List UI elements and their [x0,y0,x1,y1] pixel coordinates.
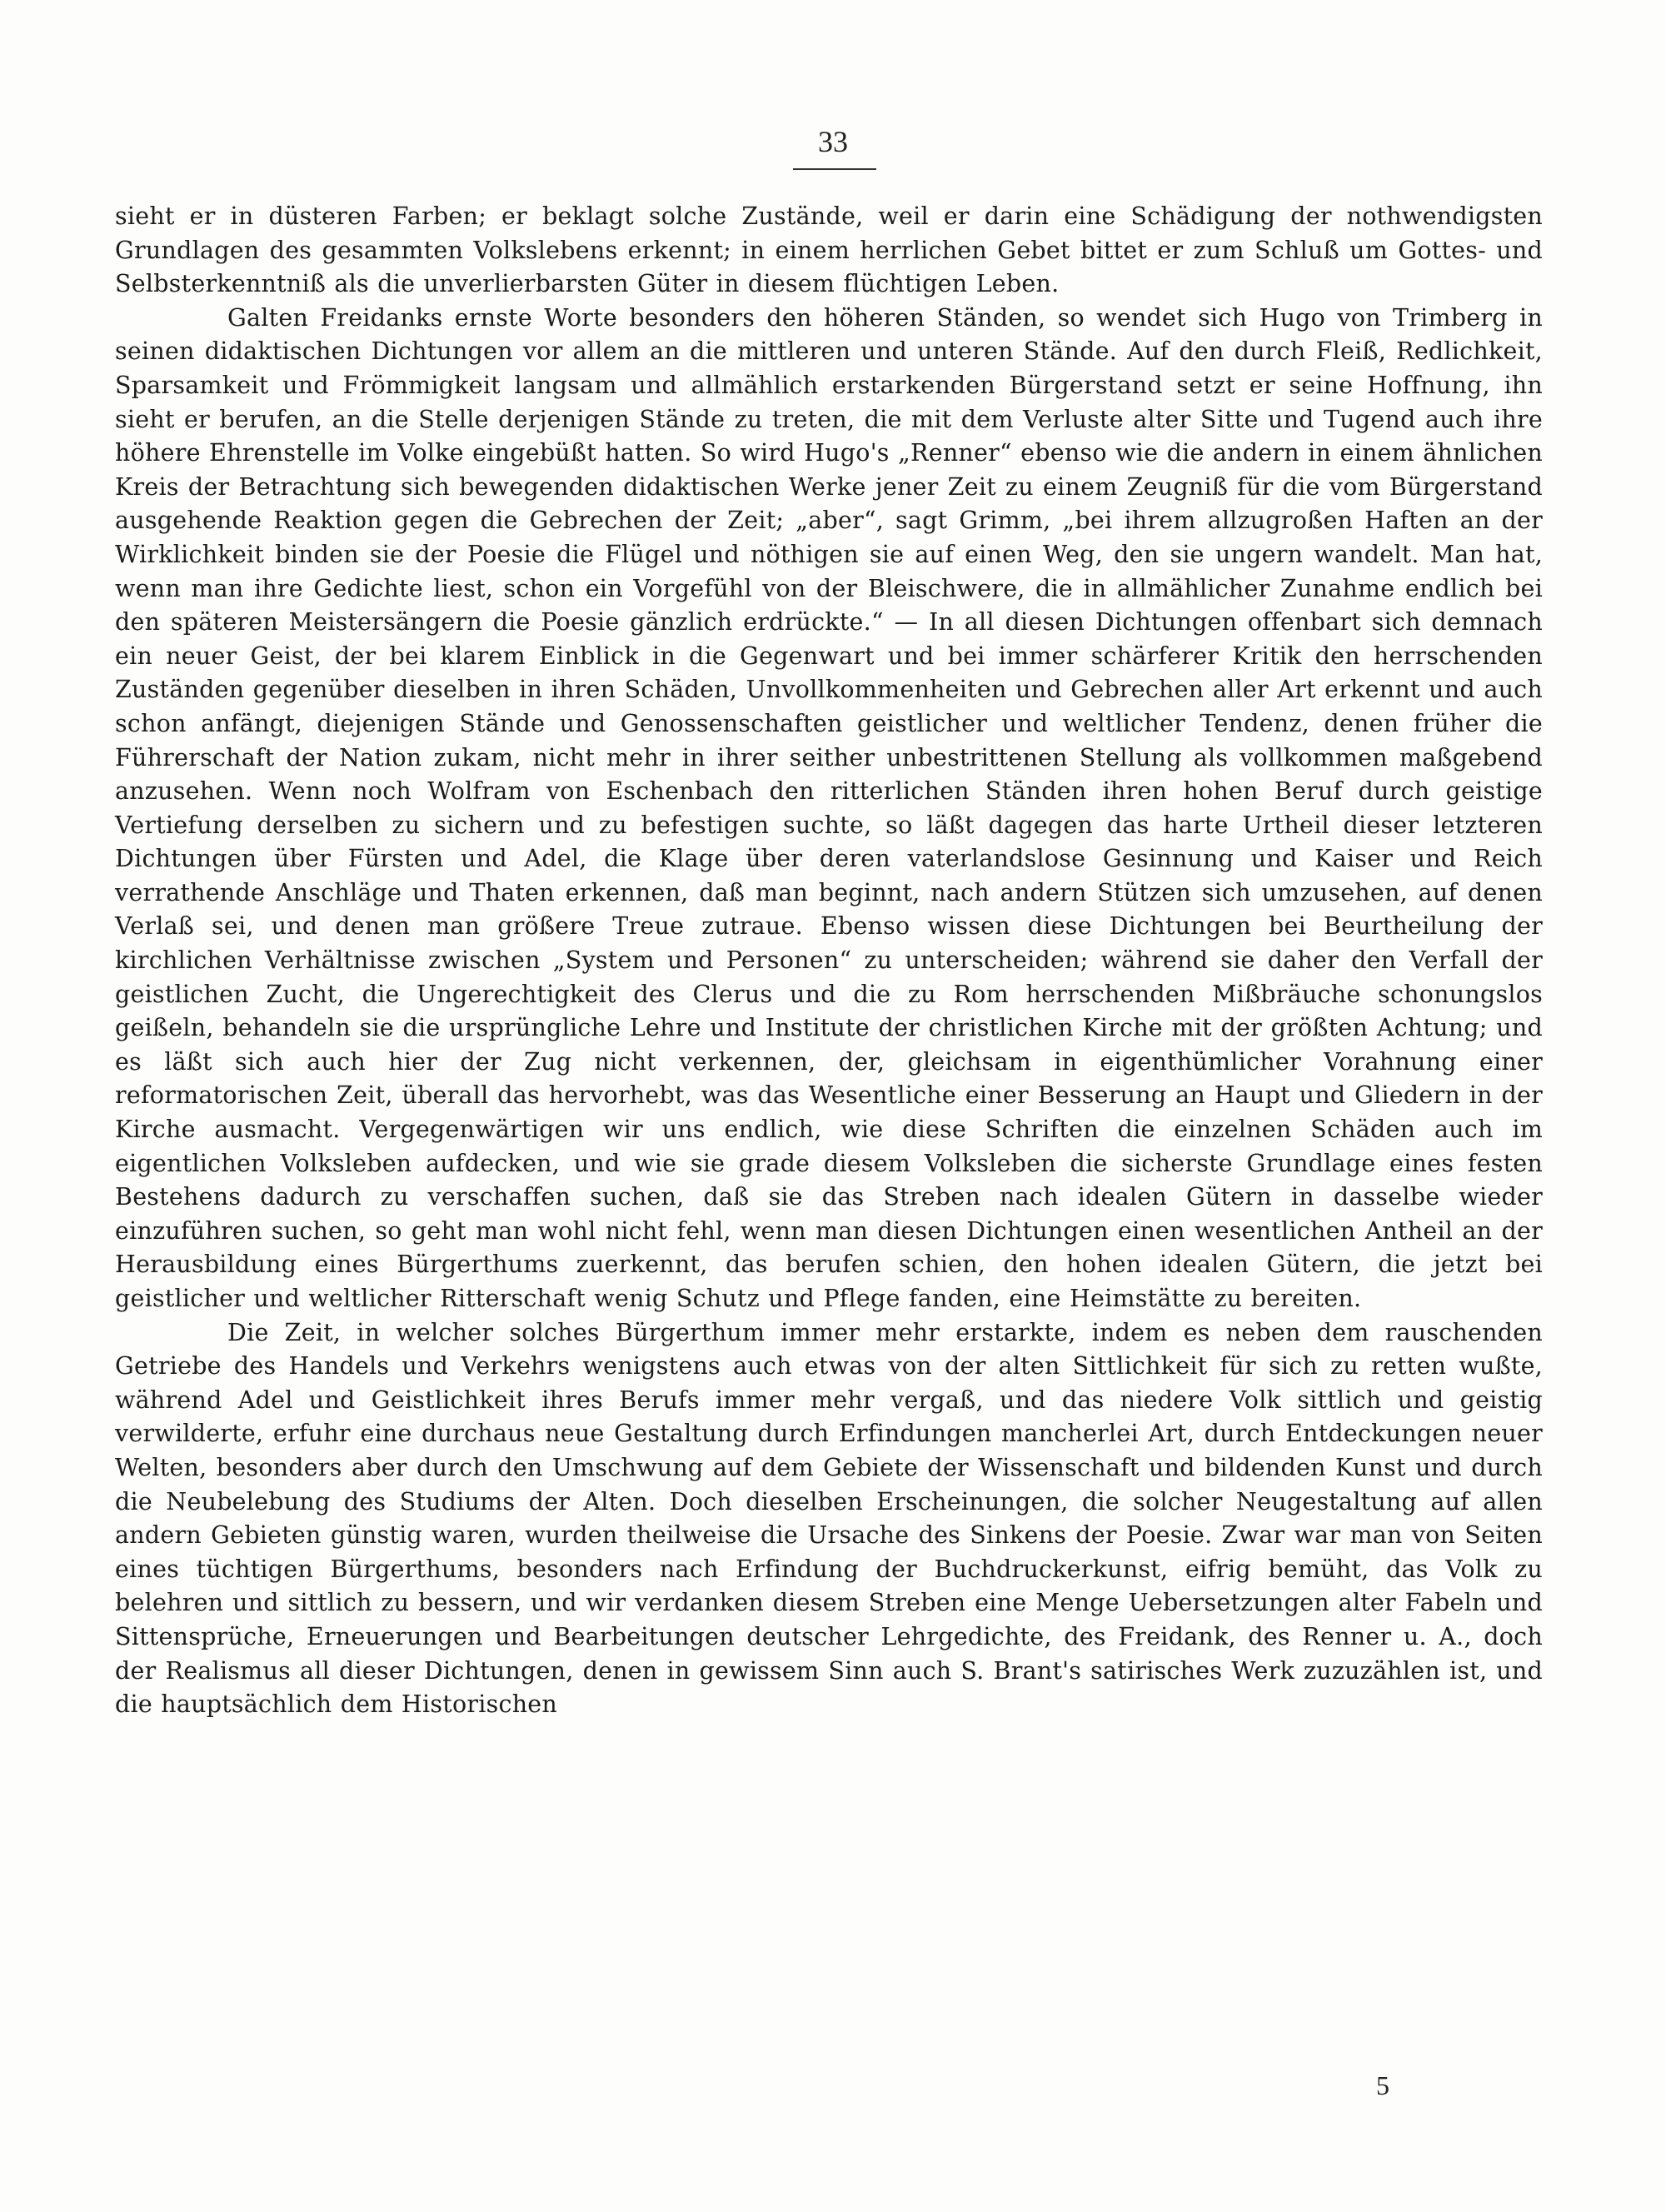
body-text [115,200,1543,1722]
paragraph-buergerthum: Die Zeit, in welcher solches Bürgerthum immer mehr erstarkte, indem es neben dem rauschenden Getriebe des Handels und Verkehrs wenigstens auch etwas von der alten Sittlichkeit für sich zu retten wußte, während Adel und Geistlichkeit ihres Berufs immer mehr vergaß, und das niedere Volk sittlich und geistig verwilderte, erfuhr eine durchaus neue Gestaltung durch Erfindungen mancherlei Art, durch Entdeckungen neuer Welten, besonders aber durch den Umschwung auf dem Gebiete der Wissenschaft und bildenden Kunst und durch die Neubelebung des Studiums der Alten. Doch dieselben Erscheinungen, die solcher Neugestaltung auf allen andern Gebieten günstig waren, wurden theilweise die Ursache des Sinkens der Poesie. Zwar war man von Seiten eines tüchtigen Bürgerthums, besonders nach Erfindung der Buchdruckerkunst, eifrig bemüht, das Volk zu belehren und sittlich zu bessern, und wir verdanken diesem Streben eine Menge Uebersetzungen alter Fabeln und Sittensprüche, Erneuerungen und Bearbeitungen deutscher Lehrgedichte, des Freidank, des Renner u. A., doch der Realismus all dieser Dichtungen, denen in gewissem Sinn auch S. Brant's satirisches Werk zuzuzählen ist, und die hauptsächlich dem Historischen [115,1318,1543,1719]
page-number-rule [793,168,876,170]
paragraph-freidank-hugo: Galten Freidanks ernste Worte besonders den höheren Ständen, so wendet sich Hugo von Trimberg in seinen didaktischen Dichtungen vor allem an die mittleren und unteren Stände. Auf den durch Fleiß, Redlichkeit, Sparsamkeit und Frömmigkeit langsam und allmählich erstarkenden Bürgerstand setzt er seine Hoffnung, ihn sieht er berufen, an die Stelle derjenigen Stände zu treten, die mit dem Verluste alter Sitte und Tugend auch ihre höhere Ehrenstelle im Volke eingebüßt hatten. So wird Hugo's „Renner“ ebenso wie die andern in einem ähnlichen Kreis der Betrachtung sich bewegenden didaktischen Werke jener Zeit zu einem Zeugniß für die vom Bürgerstand ausgehende Reaktion gegen die Gebrechen der Zeit; „aber“, sagt Grimm, „bei ihrem allzugroßen Haften an der Wirklichkeit binden sie der Poesie die Flügel und nöthigen sie auf einen Weg, den sie ungern wandelt. Man hat, wenn man ihre Gedichte liest, schon ein Vorgefühl von der Bleischwere, die in allmählicher Zunahme endlich bei den späteren Meistersängern die Poesie gänzlich erdrückte.“ — In all diesen Dichtungen offenbart sich demnach ein neuer Geist, der bei klarem Einblick in die Gegenwart und bei immer schärferer Kritik den herrschenden Zuständen gegenüber dieselben in ihren Schäden, Unvollkommenheiten und Gebrechen aller Art erkennt und auch schon anfängt, diejenigen Stände und Genossenschaften geistlicher und weltlicher Tendenz, denen früher die Führerschaft der Nation zukam, nicht mehr in ihrer seither unbestrittenen Stellung als vollkommen maßgebend anzusehen. Wenn noch Wolfram von Eschenbach den ritterlichen Ständen ihren hohen Beruf durch geistige Vertiefung derselben zu sichern und zu befestigen suchte, so läßt dagegen das harte Urtheil dieser letzteren Dichtungen über Fürsten und Adel, die Klage über deren vaterlandslose Gesinnung und Kaiser und Reich verrathende Anschläge und Thaten erkennen, daß man beginnt, nach andern Stützen sich umzusehen, auf denen Verlaß sei, und denen man größere Treue zutraue. Ebenso wissen diese Dichtungen bei Beurtheilung der kirchlichen Verhältnisse zwischen „System und Personen“ zu unterscheiden; während sie daher den Verfall der geistlichen Zucht, die Ungerechtigkeit des Clerus und die zu Rom herrschenden Mißbräuche schonungslos geißeln, behandeln sie die ursprüngliche Lehre und Institute der christlichen Kirche mit der größten Achtung; und es läßt sich auch hier der Zug nicht verkennen, der, gleichsam in eigenthümlicher Vorahnung einer reformatorischen Zeit, überall das hervorhebt, was das Wesentliche einer Besserung an Haupt und Gliedern in der Kirche ausmacht. Vergegenwärtigen wir uns endlich, wie diese Schriften die einzelnen Schäden auch im eigentlichen Volksleben aufdecken, und wie sie grade diesem Volksleben die sicherste Grundlage eines festen Bestehens dadurch zu verschaffen suchen, daß sie das Streben nach idealen Gütern in dasselbe wieder einzuführen suchen, so geht man wohl nicht fehl, wenn man diesen Dichtungen einen wesentlichen Antheil an der Herausbildung eines Bürgerthums zuerkennt, das berufen schien, den hohen idealen Gütern, die jetzt bei geistlicher und weltlicher Ritterschaft wenig Schutz und Pflege fanden, eine Heimstätte zu bereiten. [115,303,1543,1312]
signature-mark: 5 [1376,2070,1389,2100]
paragraph-continuation: sieht er in düsteren Farben; er beklagt solche Zustände, weil er darin eine Schädigung der nothwendigsten Grundlagen des gesammten Volkslebens erkennt; in einem herrlichen Gebet bittet er zum Schluß um Gottes- und Selbsterkenntniß als die unverlierbarsten Güter in diesem flüchtigen Leben. [115,202,1543,298]
page-number: 33 [818,125,848,158]
